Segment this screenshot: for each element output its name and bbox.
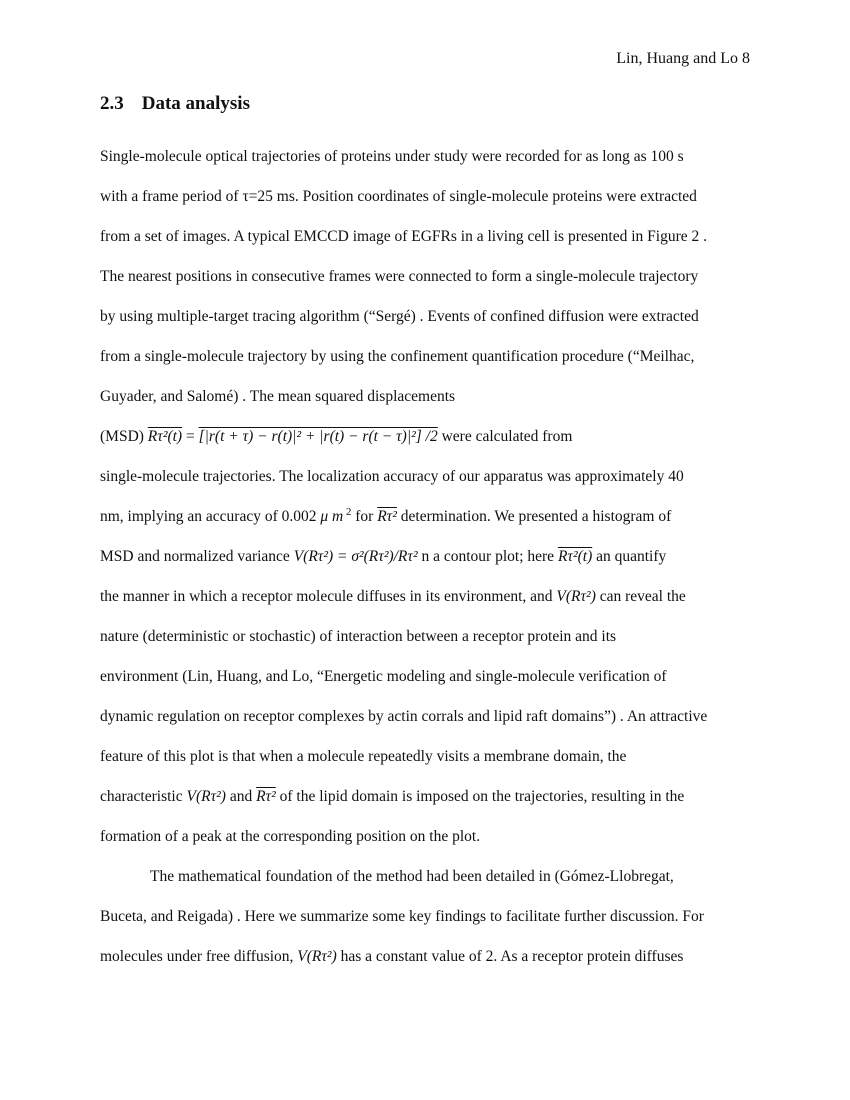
variance-line (100, 547, 750, 587)
text-span: for (351, 508, 378, 525)
running-head: Lin, Huang and Lo 8 (616, 50, 750, 67)
variance-formula: V(Rτ²) = σ²(Rτ²)/Rτ² (293, 548, 418, 565)
accuracy-line (100, 507, 750, 547)
text-span: the manner in which a receptor molecule diffuses in its environment, and (100, 588, 557, 605)
msd-prefix: (MSD) (100, 428, 148, 445)
text-line: feature of this plot is that when a molecule repeatedly visits a membrane domain, the (100, 748, 627, 765)
text-line: Guyader, and Salomé) . The mean squared displacements (100, 388, 456, 405)
msd-rhs: [|r(t + τ) − r(t)|² + |r(t) − r(t − τ)|²] /2 (198, 428, 438, 445)
text-line: from a set of images. A typical EMCCD image of EGFRs in a living cell is presented in Figure 2 . (100, 228, 707, 245)
text-line: single-molecule trajectories. The localization accuracy of our apparatus was approximately 40 (100, 468, 684, 485)
text-span: of the lipid domain is imposed on the trajectories, resulting in the (275, 788, 685, 805)
msd-suffix: were calculated from (437, 428, 573, 445)
variance-symbol: V(Rτ²) (186, 788, 226, 805)
text-span: determination. We presented a histogram of (396, 508, 672, 525)
msd-equals: = (182, 428, 199, 445)
text-span: MSD and normalized variance (100, 548, 294, 565)
msd-lhs: Rτ²(t) (147, 428, 183, 445)
text-line: Single-molecule optical trajectories of proteins under study were recorded for as long as 100 s (100, 148, 684, 165)
text-line: by using multiple-target tracing algorithm (“Sergé) . Events of confined diffusion were extracted (100, 308, 699, 325)
r-tau-squared-t: Rτ²(t) (557, 548, 593, 565)
variance-symbol: V(Rτ²) (297, 948, 337, 965)
text-line: Buceta, and Reigada) . Here we summarize some key findings to facilitate further discussion. For (100, 908, 704, 925)
section-heading (100, 93, 250, 115)
text-line: The nearest positions in consecutive frames were connected to form a single-molecule trajectory (100, 268, 699, 285)
text-line: nature (deterministic or stochastic) of interaction between a receptor protein and its (100, 628, 617, 645)
r-tau-squared: Rτ² (377, 508, 397, 525)
text-line: dynamic regulation on receptor complexes by actin corrals and lipid raft domains”) . An attractive (100, 708, 708, 725)
text-line: with a frame period of τ=25 ms. Position coordinates of single-molecule proteins were extracted (100, 188, 697, 205)
section-number: 2.3 (100, 93, 124, 114)
text-line: from a single-molecule trajectory by using the confinement quantification procedure (“Meilhac, (100, 348, 695, 365)
text-span: an quantify (592, 548, 667, 565)
variance-symbol: V(Rτ²) (556, 588, 596, 605)
text-line (100, 587, 750, 627)
text-line (100, 787, 750, 827)
text-span: n a contour plot; here (417, 548, 558, 565)
text-line: formation of a peak at the corresponding position on the plot. (100, 828, 481, 845)
section-title: Data analysis (141, 93, 250, 114)
text-line: environment (Lin, Huang, and Lo, “Energetic modeling and single-molecule verification of (100, 668, 667, 685)
body-text (100, 147, 750, 987)
text-span: characteristic (100, 788, 187, 805)
unit-exponent: 2 (343, 505, 352, 518)
unit-m: m (328, 508, 344, 525)
text-span: has a constant value of 2. As a receptor protein diffuses (336, 948, 684, 965)
unit-mu: μ (320, 508, 329, 525)
text-span: and (225, 788, 257, 805)
paragraph-first-line: The mathematical foundation of the method had been detailed in (Gómez-Llobregat, (150, 868, 674, 885)
text-span: nm, implying an accuracy of 0.002 (100, 508, 321, 525)
text-span: can reveal the (595, 588, 686, 605)
r-tau-squared: Rτ² (256, 788, 276, 805)
msd-equation-line (100, 427, 750, 467)
text-line (100, 947, 750, 987)
text-span: molecules under free diffusion, (100, 948, 298, 965)
